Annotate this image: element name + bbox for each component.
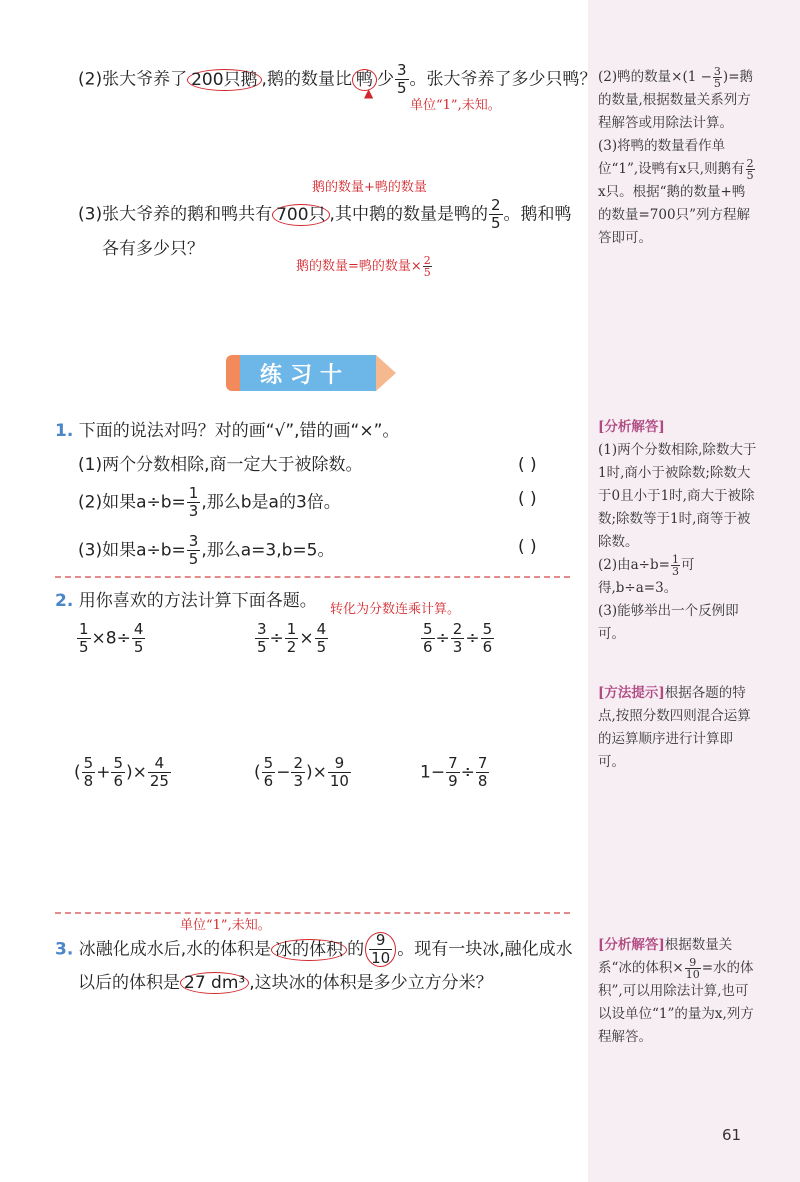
answer-paren-1[interactable]: ( ) bbox=[518, 455, 537, 475]
divider bbox=[55, 576, 570, 578]
divider bbox=[55, 912, 570, 914]
sidebar-analysis-1: [分析解答] (1)两个分数相除,除数大于1时,商小于被除数;除数大于0且小于1时,商大于被除数;除数等于1时,商等于被除数。 (2)由a÷b= $\frac{1}{3}$ 可得,b÷a=3。 (3)能够举出一个反例即可。 bbox=[598, 419, 757, 642]
expression-6: 1− $\frac{7}{9}$ ÷ $\frac{7}{8}$ bbox=[420, 754, 488, 790]
q1-item-1: (1)两个分数相除,商一定大于被除数。 bbox=[78, 455, 363, 475]
answer-paren-2[interactable]: ( ) bbox=[518, 489, 537, 509]
circled-27dm3: 27 dm³ bbox=[180, 972, 249, 994]
annotation-sum: 鹅的数量+鸭的数量 bbox=[312, 180, 427, 195]
expression-5: ( $\frac{5}{6}$ − $\frac{2}{3}$ )× $\frac{9}{10}$ bbox=[254, 754, 349, 790]
section-banner bbox=[226, 353, 396, 393]
annotation-unit-1: 单位“1”,未知。 bbox=[410, 98, 501, 113]
expression-3: $\frac{5}{6}$ ÷ $\frac{2}{3}$ ÷ $\frac{5}{6}$ bbox=[423, 620, 493, 656]
banner-title: 练习十 bbox=[260, 363, 351, 388]
problem-3-line2: 各有多少只？ bbox=[102, 239, 204, 259]
answer-paren-3[interactable]: ( ) bbox=[518, 537, 537, 557]
circled-200: 200只鹅 bbox=[187, 69, 261, 91]
q1-item-2: (2)如果a÷b= $\frac{1}{3}$ ,那么b是a的3倍。 bbox=[78, 484, 341, 520]
problem-2-line: (2)张大爷养了 200只鹅 ,鹅的数量比 鸭 少 $\frac{3}{5}$ 。张大爷养了多少只鸭？ bbox=[78, 61, 597, 97]
expression-2: $\frac{3}{5}$ ÷ $\frac{1}{2}$ × $\frac{4}{5}$ bbox=[257, 620, 327, 656]
q2-stem: 2. 用你喜欢的方法计算下面各题。 bbox=[55, 591, 317, 611]
circled-fraction: $\frac{9}{10}$ bbox=[365, 932, 396, 967]
expression-4: ( $\frac{5}{8}$ + $\frac{5}{6}$ )× $\frac{4}{25}$ bbox=[74, 754, 169, 790]
triangle-icon: ▲ bbox=[364, 86, 374, 100]
circled-700: 700只 bbox=[272, 204, 329, 226]
problem-3-line: (3)张大爷养的鹅和鸭共有 700只 ,其中鹅的数量是鸭的 $\frac{2}{5}$ 。鹅和鸭 bbox=[78, 196, 572, 232]
sidebar-analysis-3: [分析解答]根据数量关系“冰的体积× $\frac{9}{10}$ =水的体积”,可以用除法计算,也可以设单位“1”的量为x,列方程解答。 bbox=[598, 937, 754, 1045]
circled-ice-volume: 冰的体积 bbox=[271, 939, 347, 961]
fraction: $\frac{2}{5}$ bbox=[490, 196, 501, 232]
annotation-relation: 鹅的数量=鸭的数量× $\frac{2}{5}$ bbox=[296, 254, 431, 279]
expression-1: $\frac{1}{5}$ ×8÷ $\frac{4}{5}$ bbox=[79, 620, 144, 656]
circled-duck: 鸭 bbox=[352, 69, 377, 91]
annotation-convert: 转化为分数连乘计算。 bbox=[330, 602, 461, 617]
q3-line2: 以后的体积是 27 dm³ ,这块冰的体积是多少立方分米？ bbox=[78, 973, 493, 993]
q1-item-3: (3)如果a÷b= $\frac{3}{5}$ ,那么a=3,b=5。 bbox=[78, 532, 335, 568]
fraction: $\frac{3}{5}$ bbox=[396, 61, 407, 97]
q3-line1: 3. 冰融化成水后,水的体积是 冰的体积 的 $\frac{9}{10}$ 。现有一块冰,融化成水 bbox=[55, 931, 573, 967]
q1-stem: 1. 下面的说法对吗？对的画“√”,错的画“×”。 bbox=[55, 421, 400, 441]
sidebar-method-tip: [方法提示]根据各题的特点,按照分数四则混合运算的运算顺序进行计算即可。 bbox=[598, 685, 751, 770]
sidebar-hint-1: (2)鸭的数量×(1 − $\frac{3}{5}$ )=鹅的数量,根据数量关系列方程解答或用除法计算。 (3)将鸭的数量看作单位“1”,设鸭有x只,则鹅有 $\frac{2}{5}$ x只。根据“鹅的数量+鸭的数量=700只”列方程解答即可。 bbox=[598, 65, 754, 246]
annotation-unit-1-q3: 单位“1”,未知。 bbox=[180, 918, 271, 933]
page-number: 61 bbox=[722, 1126, 742, 1144]
